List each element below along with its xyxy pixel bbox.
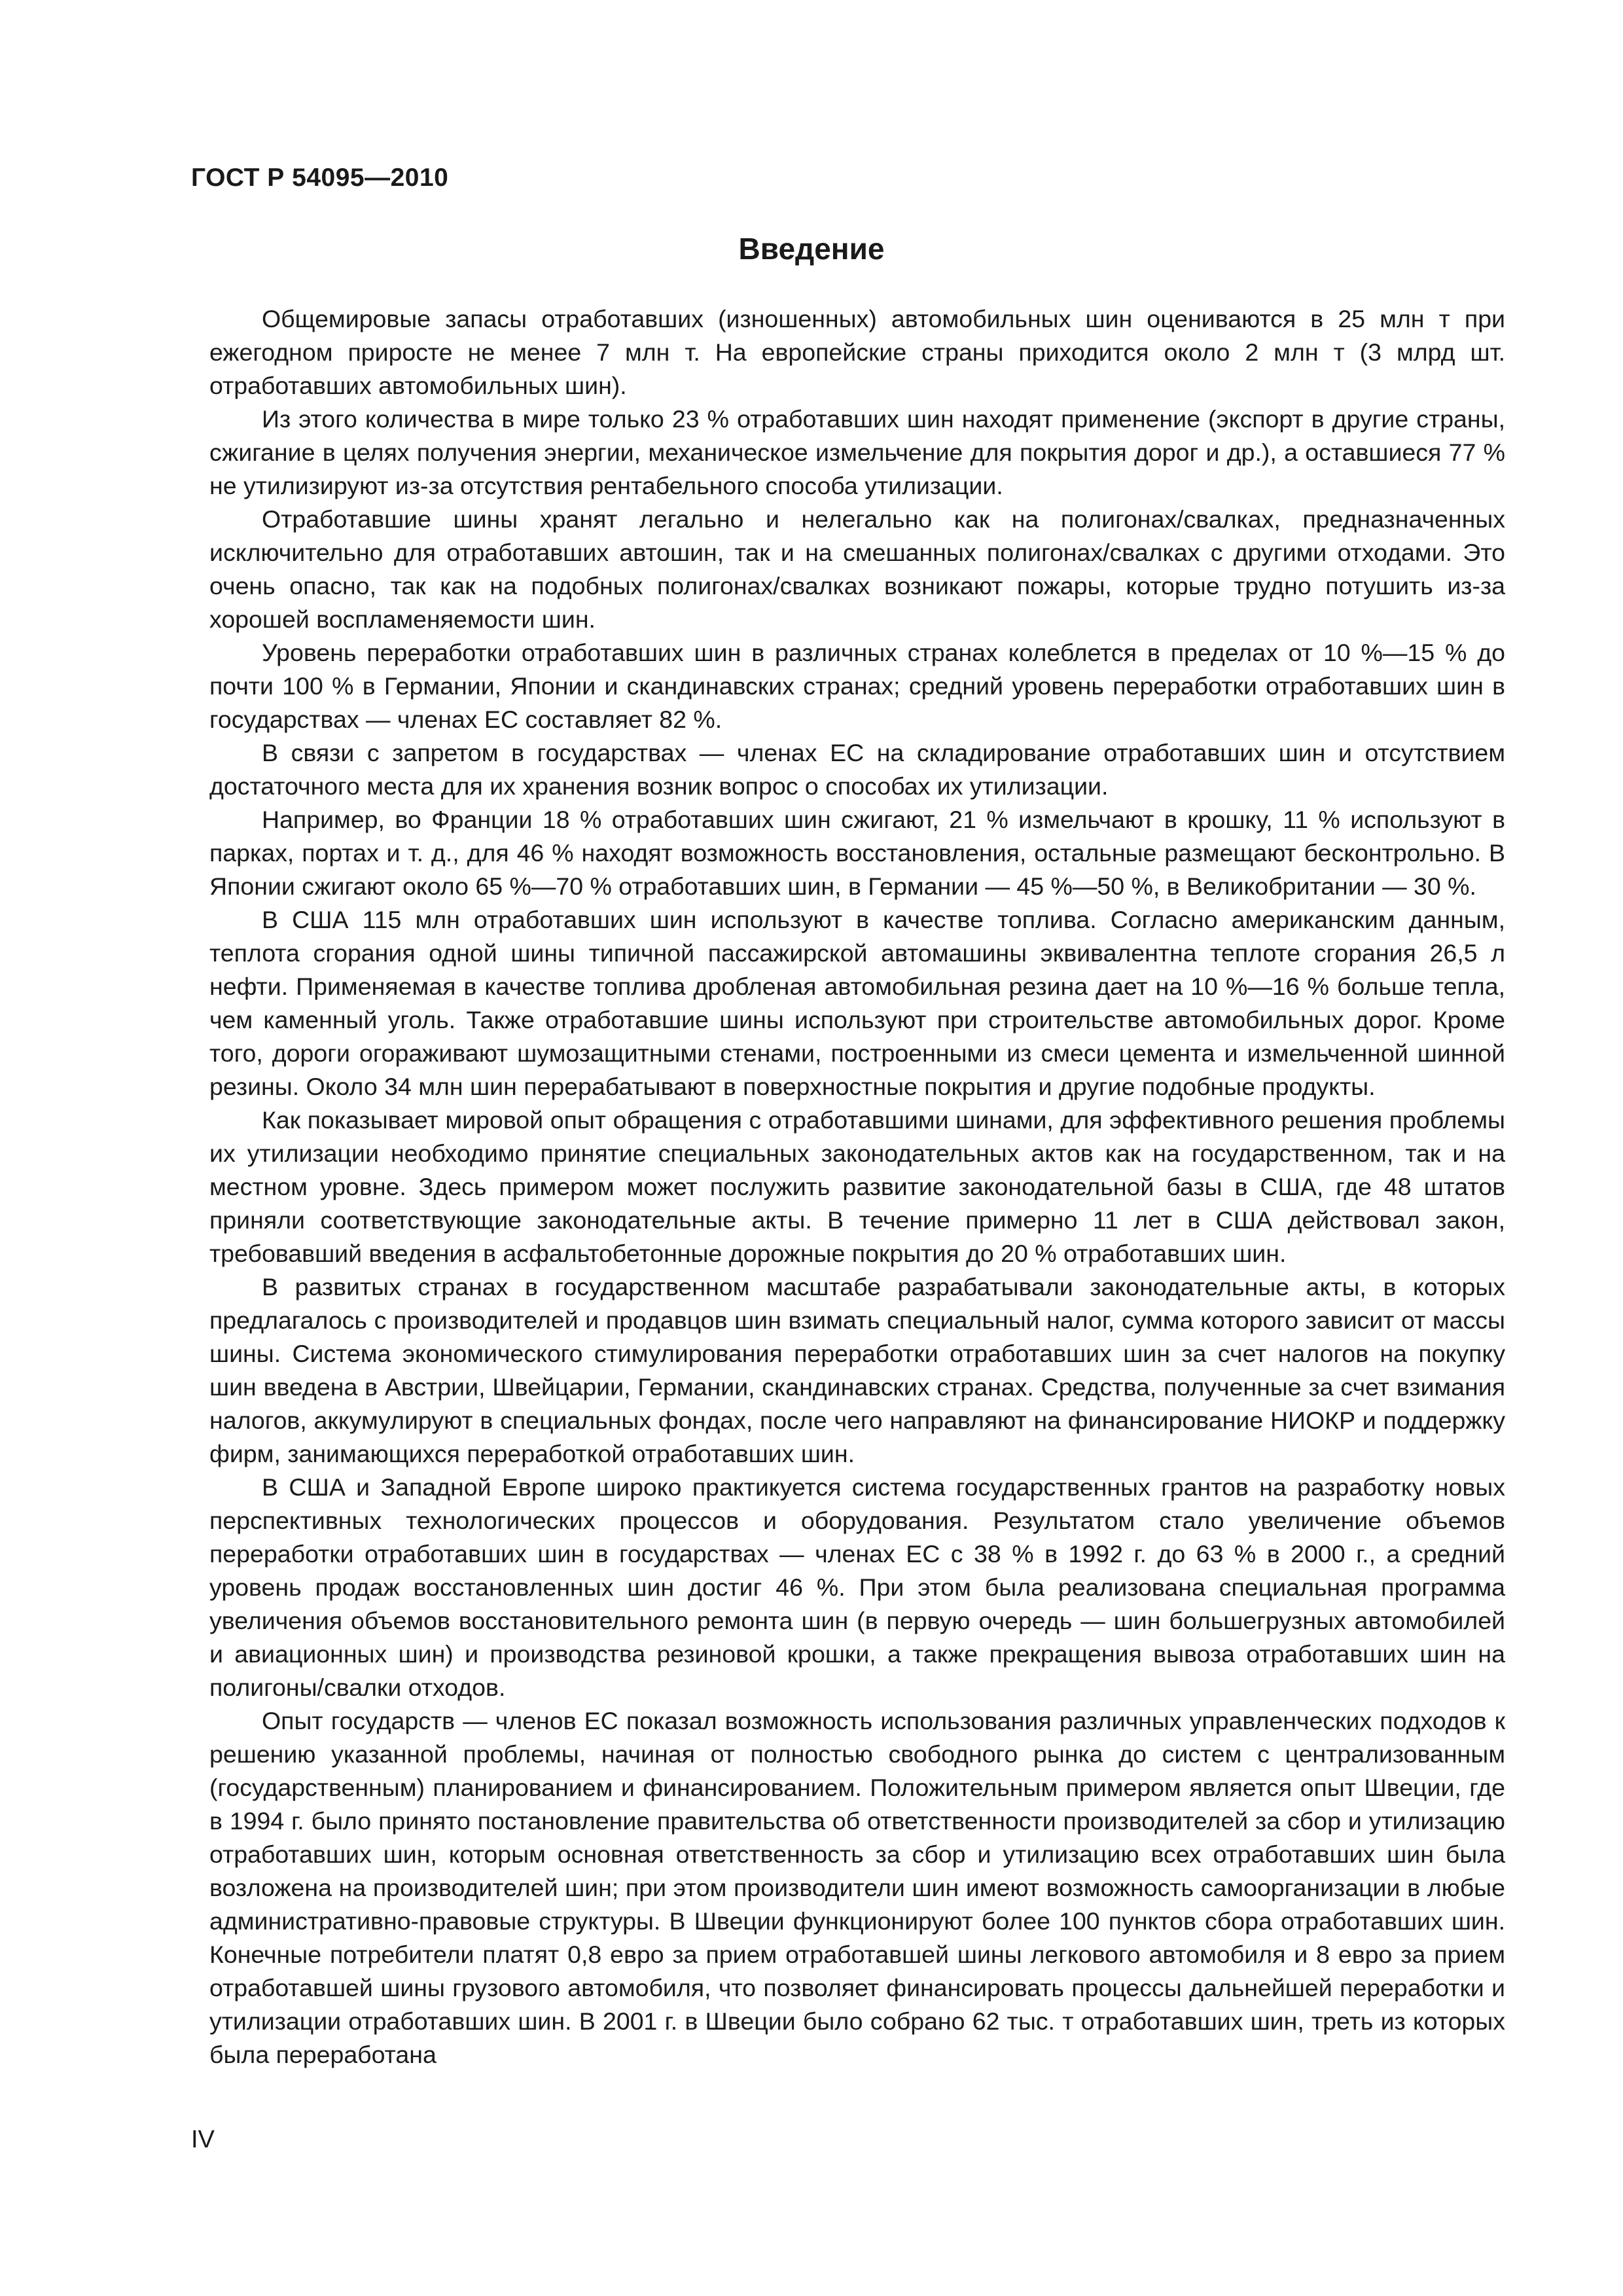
paragraph: Отработавшие шины хранят легально и нелегально как на полигонах/свалках, предназначенных исключительно для отработавших автошин, так и на смешанных полигонах/свалках с другими отходами. Это очень опасно, так как на подобных полигонах/свалках возникают пожары, которые трудно потушить из-за хорошей воспламеняемости шин. (209, 505, 1505, 633)
page-title: Введение (738, 232, 885, 266)
paragraph: В США и Западной Европе широко практикуется система государственных грантов на разработку новых перспективных технологических процессов и оборудования. Результатом стало увеличение объемов переработки отработавших шин в государствах — членах ЕС с 38 % в 1992 г. до 63 % в 2000 г., а средний уровень продаж восстановленных шин достиг 46 %. При этом была реализована специальная программа увеличения объемов восстановительного ремонта шин (в первую очередь — шин большегрузных автомобилей и авиационных шин) и производства резиновой крошки, а также прекращения вывоза отработавших шин на полигоны/свалки отходов. (209, 1473, 1505, 1701)
paragraph: В развитых странах в государственном масштабе разрабатывали законодательные акты, в которых предлагалось с производителей и продавцов шин взимать специальный налог, сумма которого зависит от массы шины. Система экономического стимулирования переработки отработавших шин за счет налогов на покупку шин введена в Австрии, Швейцарии, Германии, скандинавских странах. Средства, полученные за счет взимания налогов, аккумулируют в специальных фондах, после чего направляют на финансирование НИОКР и поддержку фирм, занимающихся переработкой отработавших шин. (209, 1273, 1505, 1467)
body-text (209, 302, 1505, 2072)
paragraph: Как показывает мировой опыт обращения с отработавшими шинами, для эффективного решения проблемы их утилизации необходимо принятие специальных законодательных актов как на государственном, так и на местном уровне. Здесь примером может послужить развитие законодательной базы в США, где 48 штатов приняли соответствующие законодательные акты. В течение примерно 11 лет в США действовал закон, требовавший введения в асфальтобетонные дорожные покрытия до 20 % отработавших шин. (209, 1106, 1505, 1267)
page-number: IV (191, 2126, 215, 2153)
document-code: ГОСТ Р 54095—2010 (191, 164, 449, 192)
paragraph: Уровень переработки отработавших шин в различных странах колеблется в пределах от 10 %—15 % до почти 100 % в Германии, Японии и скандинавских странах; средний уровень переработки отработавших шин в государствах — членах ЕС составляет 82 %. (209, 639, 1505, 733)
paragraph: Например, во Франции 18 % отработавших шин сжигают, 21 % измельчают в крошку, 11 % используют в парках, портах и т. д., для 46 % находят возможность восстановления, остальные размещают бесконтрольно. В Японии сжигают около 65 %—70 % отработавших шин, в Германии — 45 %—50 %, в Великобритании — 30 %. (209, 806, 1505, 900)
paragraph: В США 115 млн отработавших шин используют в качестве топлива. Согласно американским данным, теплота сгорания одной шины типичной пассажирской автомашины эквивалентна теплоте сгорания 26,5 л нефти. Применяемая в качестве топлива дробленая автомобильная резина дает на 10 %—16 % больше тепла, чем каменный уголь. Также отработавшие шины используют при строительстве автомобильных дорог. Кроме того, дороги огораживают шумозащитными стенами, построенными из смеси цемента и измельченной шинной резины. Около 34 млн шин перерабатывают в поверхностные покрытия и другие подобные продукты. (209, 906, 1505, 1100)
paragraph: В связи с запретом в государствах — членах ЕС на складирование отработавших шин и отсутствием достаточного места для их хранения возник вопрос о способах их утилизации. (209, 739, 1505, 800)
paragraph: Опыт государств — членов ЕС показал возможность использования различных управленческих подходов к решению указанной проблемы, начиная от полностью свободного рынка до систем с централизованным (государственным) планированием и финансированием. Положительным примером является опыт Швеции, где в 1994 г. было принято постановление правительства об ответственности производителей за сбор и утилизацию отработавших шин, которым основная ответственность за сбор и утилизацию всех отработавших шин была возложена на производителей шин; при этом производители шин имеют возможность самоорганизации в любые административно-правовые структуры. В Швеции функционируют более 100 пунктов сбора отработавших шин. Конечные потребители платят 0,8 евро за прием отработавшей шины легкового автомобиля и 8 евро за прием отработавшей шины грузового автомобиля, что позволяет финансировать процессы дальнейшей переработки и утилизации отработавших шин. В 2001 г. в Швеции было собрано 62 тыс. т отработавших шин, треть из которых была переработана (209, 1707, 1505, 2068)
paragraph: Из этого количества в мире только 23 % отработавших шин находят применение (экспорт в другие страны, сжигание в целях получения энергии, механическое измельчение для покрытия дорог и др.), а оставшиеся 77 % не утилизируют из-за отсутствия рентабельного способа утилизации. (209, 405, 1505, 499)
paragraph: Общемировые запасы отработавших (изношенных) автомобильных шин оцениваются в 25 млн т при ежегодном приросте не менее 7 млн т. На европейские страны приходится около 2 млн т (3 млрд шт. отработавших автомобильных шин). (209, 305, 1505, 399)
